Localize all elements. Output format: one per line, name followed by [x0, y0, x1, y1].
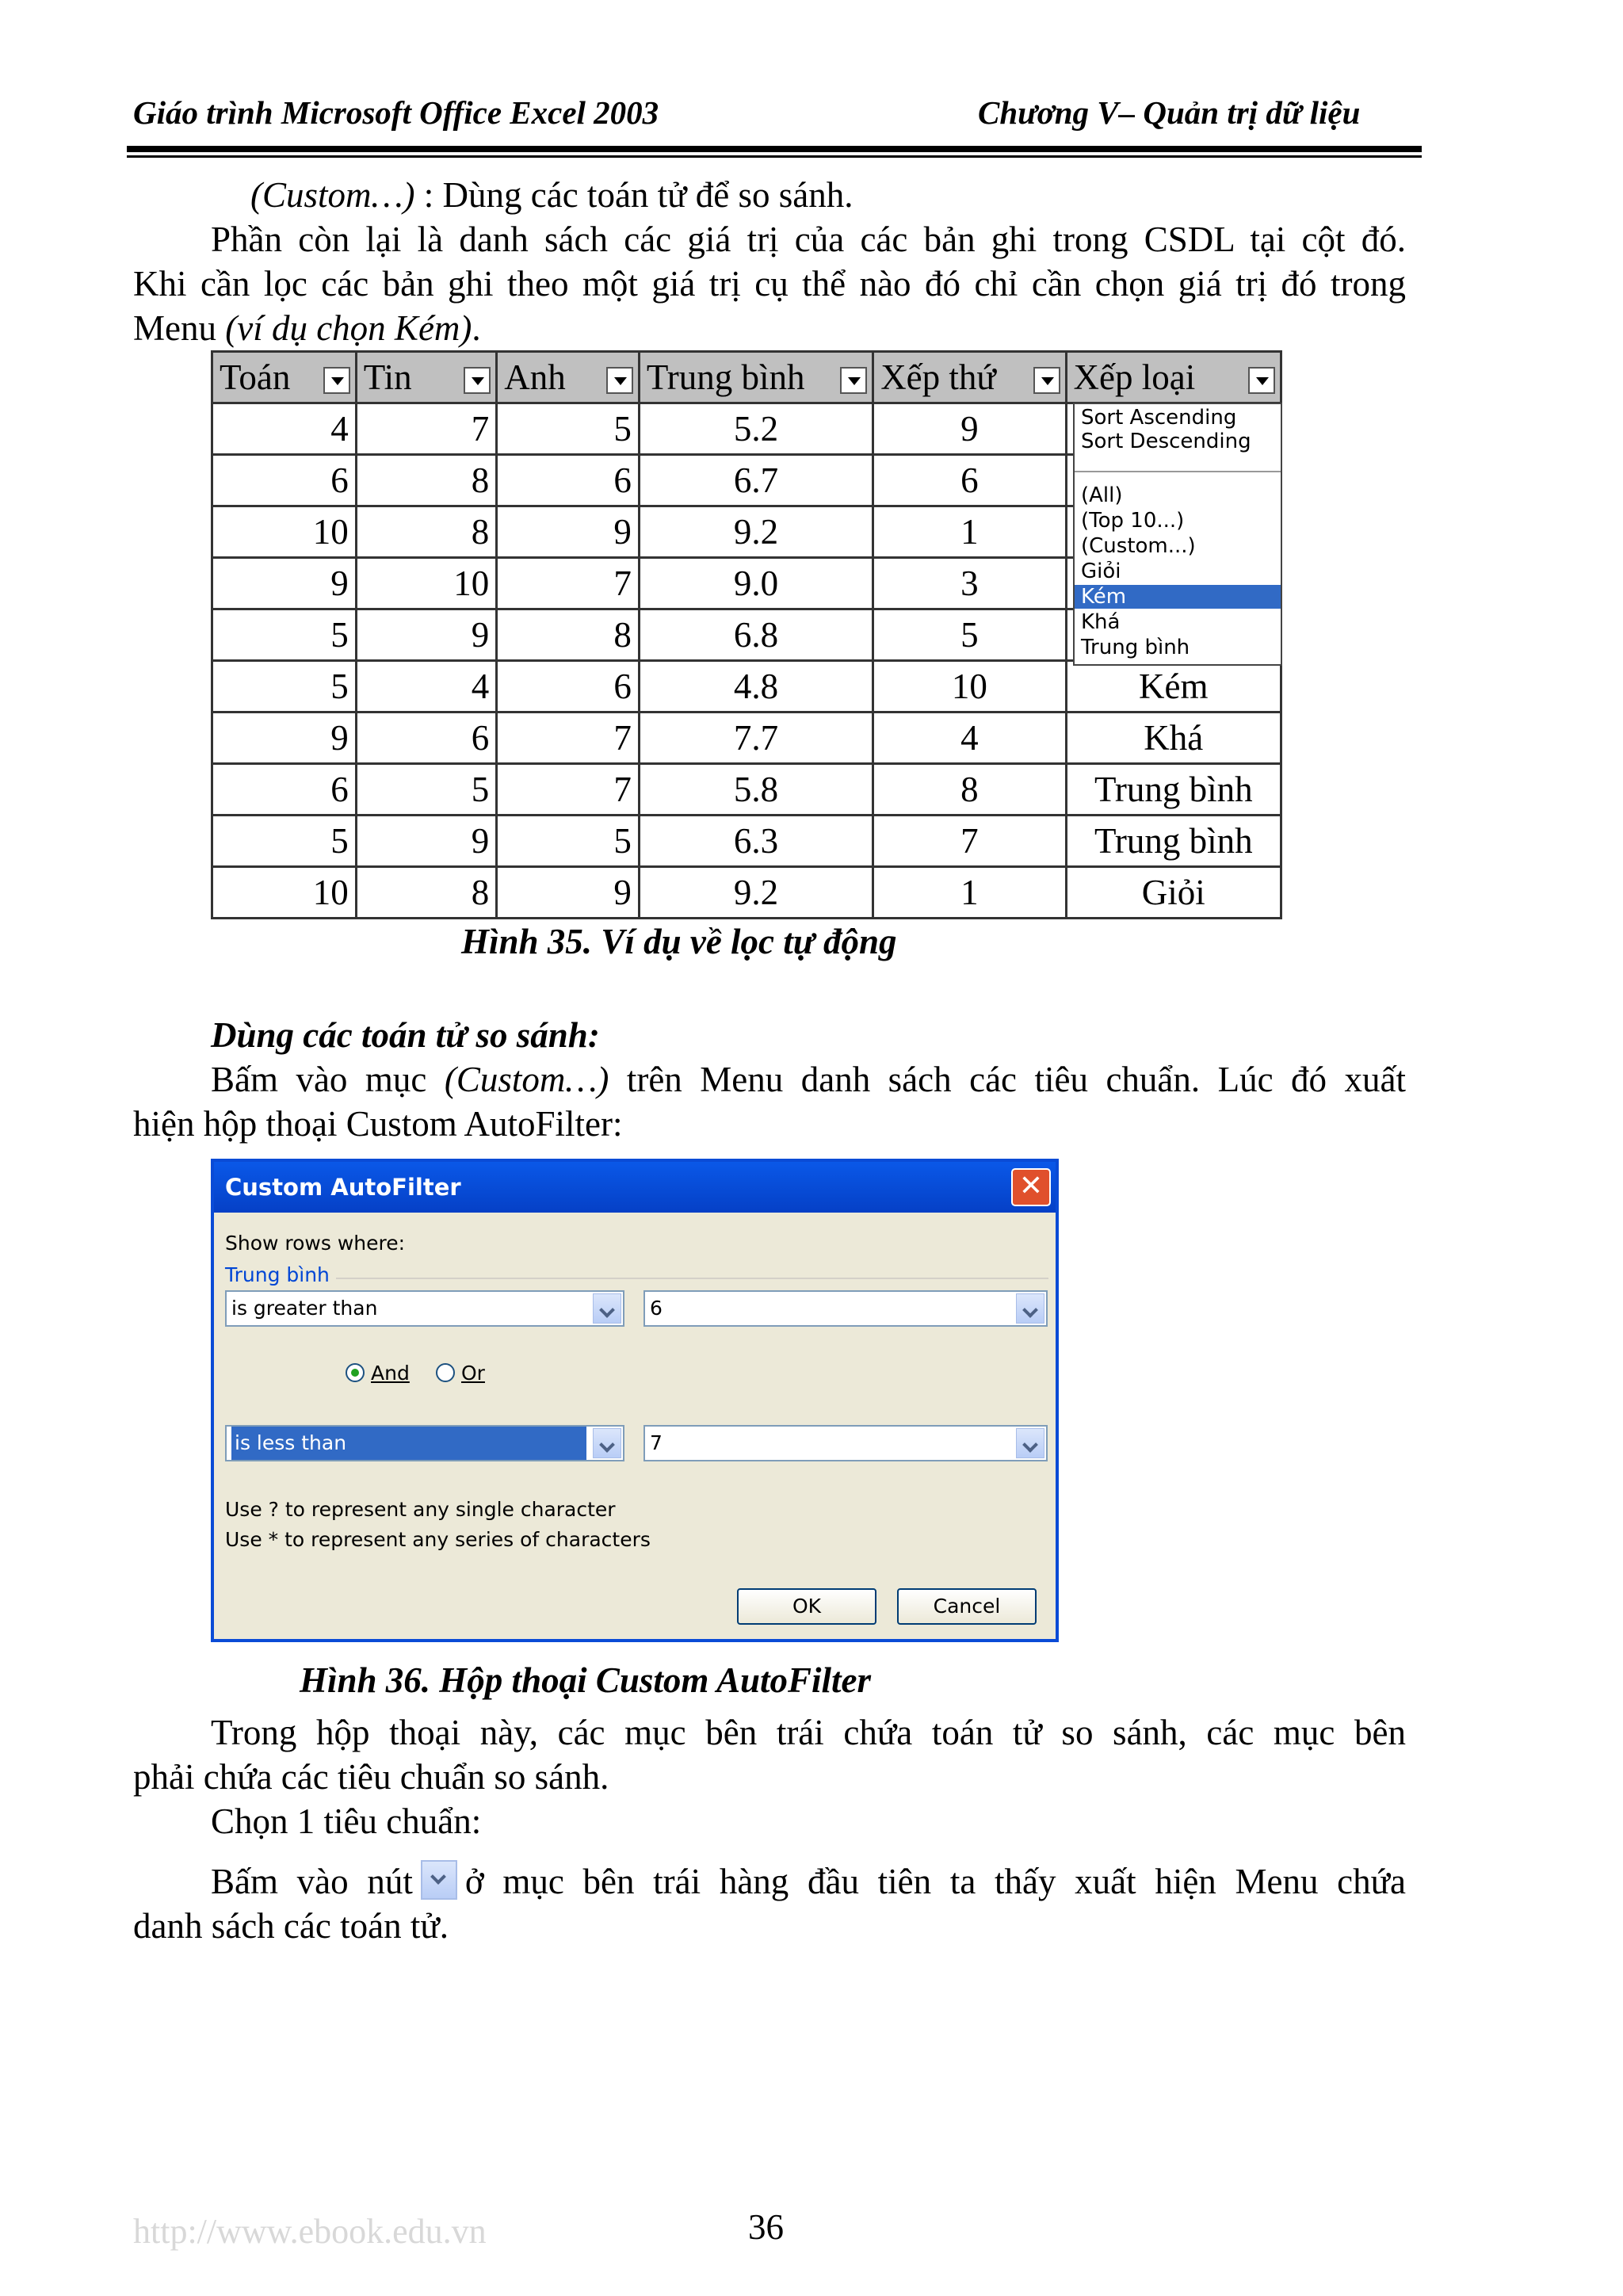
filter-dropdown-icon[interactable]	[323, 367, 350, 394]
section-p1-line1	[211, 1057, 1406, 1102]
menu-item-trung-binh[interactable]: Trung bình	[1081, 636, 1190, 659]
table-cell: 5	[497, 403, 640, 455]
table-cell: 10	[356, 558, 497, 609]
and-radio[interactable]	[346, 1363, 365, 1382]
table-cell: Khá	[1066, 712, 1281, 764]
and-label: And	[371, 1362, 410, 1385]
table-cell: 8	[356, 867, 497, 919]
table-cell: 7	[356, 403, 497, 455]
header-chapter-title: Chương V– Quản trị dữ liệu	[978, 94, 1361, 131]
table-cell: Trung bình	[1066, 764, 1281, 816]
operator-1-combo[interactable]	[225, 1290, 624, 1327]
menu-item-sort-ascending[interactable]: Sort Ascending	[1081, 406, 1237, 430]
ok-button[interactable]: OK	[737, 1588, 876, 1625]
table-cell: 4	[356, 661, 497, 712]
section-p1-italic: (Custom…)	[444, 1060, 609, 1099]
section-p1-b: trên Menu danh sách các tiêu chuẩn. Lúc đó xuất	[609, 1060, 1406, 1099]
body-p4-b: ở mục bên trái hàng đầu tiên ta thấy xuất hiện Menu chứa	[464, 1862, 1407, 1901]
table-cell: 6	[873, 455, 1066, 506]
figure-36-caption: Hình 36. Hộp thoại Custom AutoFilter	[300, 1660, 872, 1700]
menu-item-kha[interactable]: Khá	[1081, 610, 1121, 634]
operator-2-value: is less than	[231, 1427, 586, 1460]
or-radio[interactable]	[436, 1363, 455, 1382]
menu-item-all[interactable]: (All)	[1081, 483, 1123, 507]
hint-single-char: Use ? to represent any single character	[225, 1498, 616, 1521]
table-cell: 5	[212, 816, 357, 867]
table-row	[212, 661, 1281, 712]
body-p4-line1	[211, 1859, 1406, 1904]
table-cell: 7.7	[639, 712, 873, 764]
table-cell: 5	[212, 609, 357, 661]
table-cell: 7	[497, 558, 640, 609]
table-cell: 6	[497, 455, 640, 506]
menu-item-custom[interactable]: (Custom...)	[1081, 534, 1196, 558]
hint-series-chars: Use * to represent any series of characters	[225, 1528, 651, 1551]
chevron-down-icon[interactable]	[593, 1428, 621, 1458]
body-p3: Chọn 1 tiêu chuẩn:	[211, 1801, 482, 1841]
header-cell-xep-loai	[1066, 352, 1281, 403]
operator-2-combo[interactable]	[225, 1425, 624, 1461]
close-icon[interactable]: ✕	[1011, 1168, 1051, 1206]
table-cell: 4	[212, 403, 357, 455]
intro-line-4-b: .	[472, 308, 481, 348]
header-label: Trung bình	[646, 357, 805, 397]
menu-item-gioi[interactable]: Giỏi	[1081, 560, 1121, 583]
table-cell: 8	[356, 455, 497, 506]
table-cell: 1	[873, 506, 1066, 558]
header-cell-xep-thu	[873, 352, 1066, 403]
table-cell: 7	[497, 712, 640, 764]
table-cell: 7	[497, 764, 640, 816]
header-label: Xếp loại	[1073, 357, 1196, 397]
chevron-down-icon[interactable]	[593, 1293, 621, 1324]
chevron-down-icon[interactable]	[1016, 1293, 1044, 1324]
table-row	[212, 764, 1281, 816]
custom-autofilter-dialog	[211, 1159, 1059, 1642]
table-cell: 5	[873, 609, 1066, 661]
table-cell: Giỏi	[1066, 867, 1281, 919]
filter-dropdown-icon[interactable]	[840, 367, 867, 394]
header-label: Anh	[504, 357, 566, 397]
header-cell-trung-binh	[639, 352, 873, 403]
filter-dropdown-menu	[1073, 403, 1282, 666]
table-cell: 6	[497, 661, 640, 712]
header-cell-anh	[497, 352, 640, 403]
table-cell: 9	[497, 867, 640, 919]
table-cell: 9	[212, 558, 357, 609]
table-cell: 7	[873, 816, 1066, 867]
table-cell: 5.8	[639, 764, 873, 816]
header-cell-toan	[212, 352, 357, 403]
table-cell: Kém	[1066, 661, 1281, 712]
header-book-title: Giáo trình Microsoft Office Excel 2003	[133, 94, 659, 131]
section-p1-line2: hiện hộp thoại Custom AutoFilter:	[133, 1104, 623, 1144]
header-cell-tin	[356, 352, 497, 403]
header-label: Xếp thứ	[880, 357, 996, 397]
filter-dropdown-icon[interactable]	[1248, 367, 1275, 394]
table-cell: 6.3	[639, 816, 873, 867]
dropdown-button-icon	[421, 1860, 457, 1900]
table-cell: 9	[356, 816, 497, 867]
header-label: Tin	[363, 357, 412, 397]
custom-item-desc: : Dùng các toán tử để so sánh.	[414, 175, 854, 215]
table-cell: 9	[873, 403, 1066, 455]
section-p1-a: Bấm vào mục	[211, 1060, 445, 1099]
cancel-button[interactable]: Cancel	[897, 1588, 1037, 1625]
operator-1-value: is greater than	[231, 1297, 378, 1320]
filter-dropdown-icon[interactable]	[606, 367, 633, 394]
menu-item-top10[interactable]: (Top 10...)	[1081, 509, 1185, 533]
menu-separator	[1075, 471, 1281, 472]
table-cell: 10	[212, 506, 357, 558]
table-cell: 5	[212, 661, 357, 712]
body-p4-line2: danh sách các toán tử.	[133, 1906, 449, 1946]
figure-35-caption: Hình 35. Ví dụ về lọc tự động	[461, 922, 897, 961]
body-p2-line2: phải chứa các tiêu chuẩn so sánh.	[133, 1757, 609, 1797]
value-1-value: 6	[650, 1297, 663, 1320]
table-cell: 6.8	[639, 609, 873, 661]
table-cell: 6	[212, 764, 357, 816]
table-cell: 8	[873, 764, 1066, 816]
table-row	[212, 816, 1281, 867]
body-p2-line1: Trong hộp thoại này, các mục bên trái chứa toán tử so sánh, các mục bên	[211, 1713, 1406, 1752]
dialog-title: Custom AutoFilter	[225, 1174, 461, 1201]
table-cell: 6	[212, 455, 357, 506]
table-cell: 8	[356, 506, 497, 558]
table-cell: 9.2	[639, 867, 873, 919]
or-label: Or	[461, 1362, 485, 1385]
menu-item-kem[interactable]: Kém	[1075, 585, 1281, 609]
table-cell: 1	[873, 867, 1066, 919]
table-cell: 4	[873, 712, 1066, 764]
page-number: 36	[748, 2207, 784, 2247]
table-cell: 6.7	[639, 455, 873, 506]
intro-line-4	[133, 306, 481, 350]
value-1-combo[interactable]	[643, 1290, 1048, 1327]
field-name-label: Trung bình	[225, 1263, 336, 1286]
table-cell: 10	[873, 661, 1066, 712]
header-rule-thin	[127, 155, 1422, 158]
intro-line-2: Phần còn lại là danh sách các giá trị của các bản ghi trong CSDL tại cột đó.	[211, 220, 1406, 259]
custom-item-line	[250, 173, 854, 217]
table-cell: 9	[497, 506, 640, 558]
value-2-combo[interactable]	[643, 1425, 1048, 1461]
group-line	[228, 1278, 1048, 1279]
table-cell: 3	[873, 558, 1066, 609]
table-cell: 8	[497, 609, 640, 661]
header-rule-thick	[127, 146, 1422, 152]
header-label: Toán	[220, 357, 291, 397]
body-p4-a: Bấm vào nút	[211, 1862, 413, 1901]
value-2-value: 7	[650, 1431, 663, 1454]
custom-item-label: (Custom…)	[250, 175, 415, 215]
show-rows-label: Show rows where:	[225, 1232, 406, 1255]
table-cell: 5	[356, 764, 497, 816]
table-cell: 5	[497, 816, 640, 867]
intro-line-4-a: Menu	[133, 308, 226, 348]
footer-url: http://www.ebook.edu.vn	[133, 2212, 487, 2251]
filter-dropdown-icon[interactable]	[1033, 367, 1060, 394]
menu-item-sort-descending[interactable]: Sort Descending	[1081, 430, 1251, 453]
chevron-down-icon[interactable]	[1016, 1428, 1044, 1458]
table-cell: 5.2	[639, 403, 873, 455]
table-header-row	[212, 352, 1281, 403]
section-heading: Dùng các toán tử so sánh:	[211, 1015, 600, 1055]
table-cell: 4.8	[639, 661, 873, 712]
table-cell: 10	[212, 867, 357, 919]
table-cell: Trung bình	[1066, 816, 1281, 867]
table-cell: 9	[356, 609, 497, 661]
table-cell: 6	[356, 712, 497, 764]
table-cell: 9.0	[639, 558, 873, 609]
table-cell: 9.2	[639, 506, 873, 558]
table-cell: 9	[212, 712, 357, 764]
table-row	[212, 712, 1281, 764]
dialog-title-bar	[214, 1162, 1056, 1213]
intro-line-3: Khi cần lọc các bản ghi theo một giá trị cụ thể nào đó chỉ cần chọn giá trị đó trong	[133, 264, 1406, 304]
intro-line-4-italic: (ví dụ chọn Kém)	[225, 308, 472, 348]
filter-dropdown-icon[interactable]	[464, 367, 491, 394]
table-row	[212, 867, 1281, 919]
